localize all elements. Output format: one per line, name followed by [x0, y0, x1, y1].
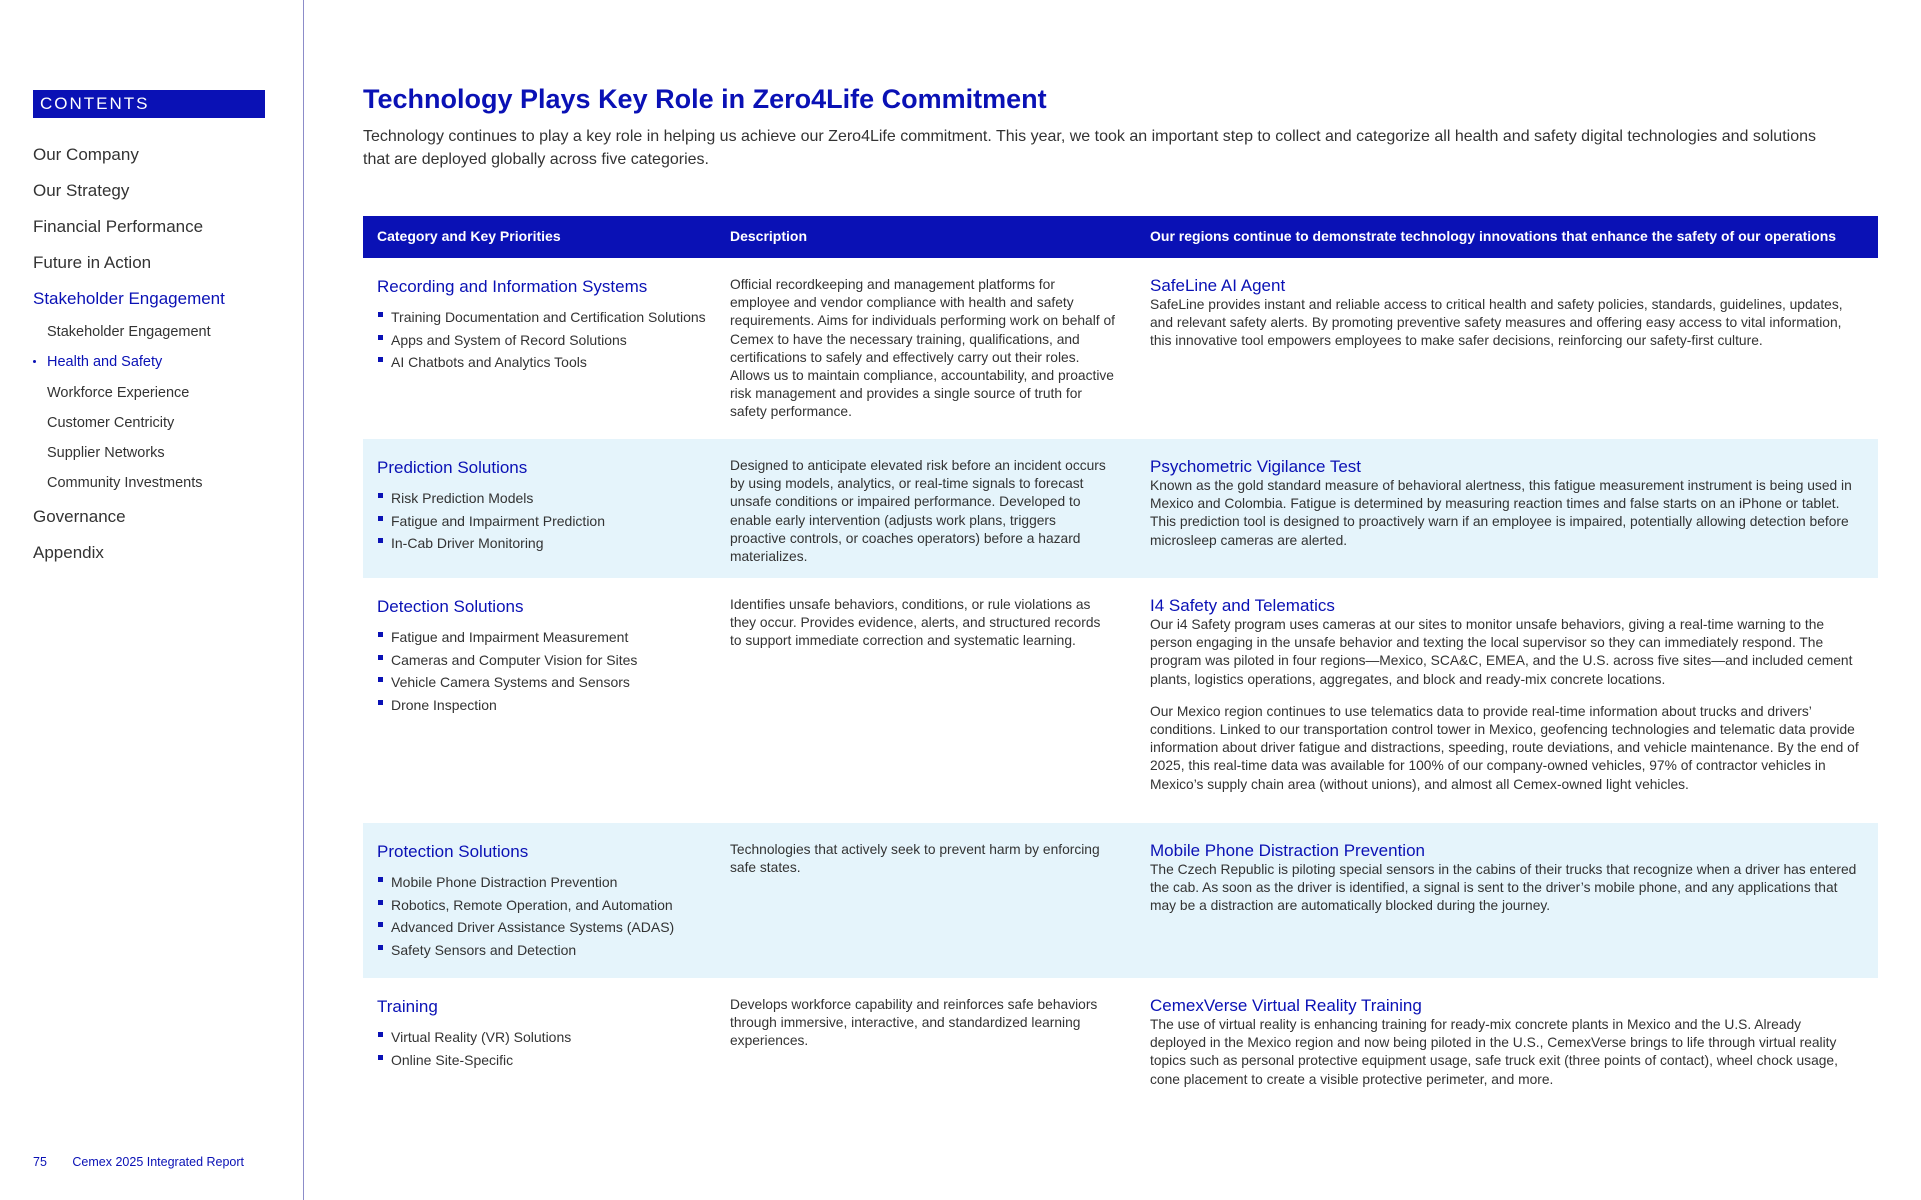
- category-title: Protection Solutions: [377, 842, 529, 861]
- page-title: Technology Plays Key Role in Zero4Life Commitment: [363, 84, 1047, 114]
- table-row: [363, 258, 1878, 439]
- priority-item: Vehicle Camera Systems and Sensors: [377, 673, 707, 691]
- intro-paragraph: Technology continues to play a key role in helping us achieve our Zero4Life commitment. This year, we took an important step to collect and categorize all health and safety digital technologies and solutions that are deployed globally across five categories.: [363, 128, 1816, 168]
- priority-item: Cameras and Computer Vision for Sites: [377, 651, 707, 669]
- priority-item: Drone Inspection: [377, 696, 707, 714]
- table-row: [363, 439, 1878, 578]
- page-number: 75: [33, 1155, 47, 1169]
- innovation-cell: [1150, 996, 1860, 1089]
- nav-our-company[interactable]: Our Company: [33, 145, 139, 164]
- innovation-title: Mobile Phone Distraction Prevention: [1150, 841, 1425, 860]
- innovation-cell: [1150, 841, 1860, 916]
- priority-item: Mobile Phone Distraction Prevention: [377, 873, 707, 891]
- nav-our-strategy[interactable]: Our Strategy: [33, 181, 130, 200]
- nav-stakeholder-engagement[interactable]: Stakeholder Engagement: [33, 289, 225, 308]
- priority-item: Apps and System of Record Solutions: [377, 331, 707, 349]
- innovation-body: Known as the gold standard measure of behavioral alertness, this fatigue measurement instrument is being used in Mexico and Colombia. Fatigue is determined by measuring reaction times and false starts on an iPhone or tablet. This prediction tool is designed to proactively warn if an employee is impaired, potentially allowing detection before microsleep cameras are alerted.: [1150, 478, 1852, 548]
- priority-item: Training Documentation and Certification Solutions: [377, 308, 707, 326]
- innovation-body: Our Mexico region continues to use telematics data to provide real-time information about trucks and drivers’ conditions. Linked to our transportation control tower in Mexico, geofencing technologies and telematic data provide information about driver fatigue and distractions, speeding, route deviations, and vehicle maintenance. By the end of 2025, this real-time data was available for 100% of our company-owned vehicles, 97% of contractor vehicles in Mexico’s supply chain area (without unions), and almost all Cemex-owned light vehicles.: [1150, 703, 1859, 792]
- innovation-body: The use of virtual reality is enhancing training for ready-mix concrete plants in Mexico and the U.S. Already deployed in the Mexico region and now being piloted in the U.S., CemexVerse brings to life through virtual reality topics such as personal protective equipment usage, safe truck exit (three points of contact), wheel chock usage, cone placement to create a visible protective perimeter, and more.: [1150, 1017, 1838, 1087]
- description-cell: Official recordkeeping and management platforms for employee and vendor compliance with health and safety requirements. Aims for individuals performing work on behalf of Cemex to have the necessary training, qualifications, and certifications to safely and effectively carry out their roles. Allows us to maintain compliance, accountability, and proactive risk management and provides a single source of truth for safety performance.: [730, 277, 1115, 420]
- header-category: Category and Key Priorities: [377, 228, 561, 244]
- nav-future-in-action[interactable]: Future in Action: [33, 253, 152, 272]
- table-header: [363, 216, 1878, 258]
- innovation-title: Psychometric Vigilance Test: [1150, 457, 1362, 476]
- category-title: Training: [377, 997, 438, 1016]
- priority-item: Safety Sensors and Detection: [377, 941, 707, 959]
- priority-item: Advanced Driver Assistance Systems (ADAS): [377, 918, 707, 936]
- report-name: Cemex 2025 Integrated Report: [72, 1155, 245, 1169]
- header-description: Description: [730, 228, 808, 244]
- sidebar-nav: [33, 137, 283, 571]
- innovation-cell: [1150, 276, 1860, 351]
- priority-item: AI Chatbots and Analytics Tools: [377, 353, 707, 371]
- priority-item: Robotics, Remote Operation, and Automation: [377, 896, 707, 914]
- innovation-body: SafeLine provides instant and reliable access to critical health and safety policies, standards, guidelines, updates, and relevant safety alerts. By promoting preventive safety measures and offering easy access to vital information, this innovative tool empowers employees to make safer decisions, reinforcing our safety-first culture.: [1150, 297, 1843, 349]
- description-cell: Technologies that actively seek to prevent harm by enforcing safe states.: [730, 842, 1100, 876]
- priority-item: Fatigue and Impairment Measurement: [377, 628, 707, 646]
- nav-financial-performance[interactable]: Financial Performance: [33, 217, 204, 236]
- subnav-workforce-experience[interactable]: Workforce Experience: [47, 384, 190, 401]
- subnav-community-investments[interactable]: Community Investments: [47, 475, 203, 492]
- innovation-title: CemexVerse Virtual Reality Training: [1150, 996, 1422, 1015]
- innovation-cell: [1150, 596, 1860, 794]
- sidebar: [0, 0, 304, 1200]
- priority-item: Virtual Reality (VR) Solutions: [377, 1028, 707, 1046]
- header-innovations: Our regions continue to demonstrate technology innovations that enhance the safety of our operations: [1150, 228, 1837, 244]
- innovation-body: The Czech Republic is piloting special sensors in the cabins of their trucks that recognize when a driver has entered the cab. As soon as the driver is identified, a signal is sent to the driver’s mobile phone, and any applications that may be a distraction are automatically blocked during the journey.: [1150, 862, 1857, 914]
- priority-item: Risk Prediction Models: [377, 489, 707, 507]
- subnav-stakeholder-engagement[interactable]: Stakeholder Engagement: [47, 324, 211, 340]
- technology-table: [363, 216, 1878, 1108]
- table-row: [363, 578, 1878, 823]
- category-title: Prediction Solutions: [377, 458, 528, 477]
- priority-list: [377, 873, 707, 959]
- priority-list: [377, 308, 707, 371]
- subnav-customer-centricity[interactable]: Customer Centricity: [47, 414, 175, 431]
- priority-item: Fatigue and Impairment Prediction: [377, 512, 707, 530]
- table-row: [363, 978, 1878, 1108]
- subnav-health-and-safety-label: Health and Safety: [47, 354, 163, 371]
- nav-governance[interactable]: Governance: [33, 506, 126, 526]
- category-title: Recording and Information Systems: [377, 277, 648, 296]
- category-cell: [377, 276, 707, 376]
- subnav-health-and-safety[interactable]: [33, 347, 283, 377]
- category-cell: [377, 457, 707, 557]
- contents-label: CONTENTS: [33, 90, 265, 118]
- category-cell: [377, 596, 707, 718]
- nav-appendix[interactable]: Appendix: [33, 542, 104, 562]
- page-footer: [33, 1155, 244, 1169]
- priority-item: Online Site-Specific: [377, 1051, 707, 1069]
- category-title: Detection Solutions: [377, 597, 524, 616]
- innovation-title: SafeLine AI Agent: [1150, 276, 1286, 295]
- description-cell: Designed to anticipate elevated risk before an incident occurs by using models, analytics, or real-time signals to forecast unsafe conditions or impaired performance. Developed to enable early intervention (adjusts work plans, triggers proactive controls, or coaches operators) before a hazard materializes.: [730, 458, 1106, 565]
- current-indicator-icon: [33, 360, 36, 363]
- innovation-title: I4 Safety and Telematics: [1150, 596, 1335, 615]
- priority-list: [377, 489, 707, 552]
- description-cell: Identifies unsafe behaviors, conditions, or rule violations as they occur. Provides evidence, alerts, and structured records to support immediate correction and systematic learning.: [730, 597, 1101, 649]
- table-row: [363, 823, 1878, 978]
- innovation-cell: [1150, 457, 1860, 550]
- subnav-supplier-networks[interactable]: Supplier Networks: [47, 445, 165, 462]
- category-cell: [377, 841, 707, 963]
- description-cell: Develops workforce capability and reinforces safe behaviors through immersive, interactive, and standardized learning experiences.: [730, 997, 1098, 1049]
- category-cell: [377, 996, 707, 1073]
- priority-list: [377, 1028, 707, 1069]
- innovation-body: Our i4 Safety program uses cameras at our sites to monitor unsafe behaviors, giving a real-time warning to the person engaging in the unsafe behavior and texting the local supervisor so they can immediately respond. The program was piloted in four regions—Mexico, SCA&C, EMEA, and the U.S. across five sites—and included cement plants, logistics operations, aggregates, and block and ready-mix concrete locations.: [1150, 617, 1853, 687]
- priority-item: In-Cab Driver Monitoring: [377, 534, 707, 552]
- priority-list: [377, 628, 707, 714]
